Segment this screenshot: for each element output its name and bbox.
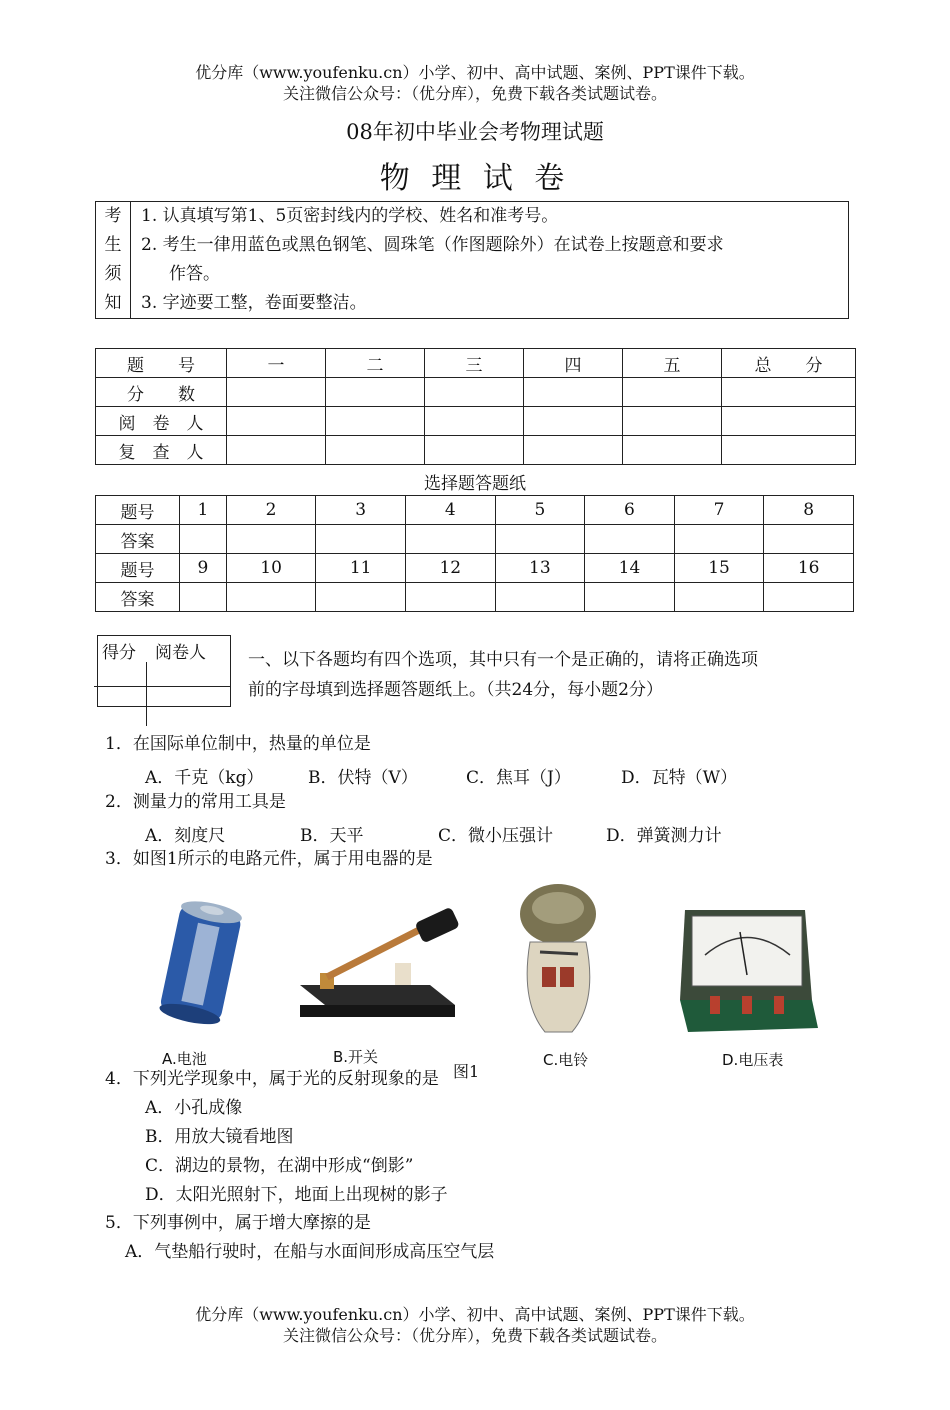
score-header: 题 号 xyxy=(96,349,227,378)
section-1-instructions xyxy=(248,645,758,705)
score-box xyxy=(97,635,231,707)
page-title: 08年初中毕业会考物理试题 xyxy=(346,120,604,144)
answer-num: 6 xyxy=(585,496,675,525)
score-cell[interactable] xyxy=(425,407,524,436)
answer-num: 4 xyxy=(405,496,495,525)
figure-label-b: B.开关 xyxy=(333,1048,379,1066)
switch-image xyxy=(295,905,470,1025)
notice-label-char: 考 xyxy=(104,206,122,226)
question-2-stem: 2．测量力的常用工具是 xyxy=(105,792,286,812)
score-cell[interactable] xyxy=(326,407,425,436)
score-cell[interactable] xyxy=(425,436,524,465)
question-4-stem: 4．下列光学现象中，属于光的反射现象的是 xyxy=(105,1069,439,1089)
notice-item-1: 1. 认真填写第1、5页密封线内的学校、姓名和准考号。 xyxy=(141,206,559,226)
figure-label-a: A.电池 xyxy=(162,1050,207,1068)
score-cell[interactable] xyxy=(623,436,722,465)
header-line-2: 关注微信公众号：（优分库），免费下载各类试题试卷。 xyxy=(282,84,667,103)
score-cell[interactable] xyxy=(722,378,856,407)
question-2-option-d: D．弹簧测力计 xyxy=(606,826,722,846)
answer-cell[interactable] xyxy=(674,583,764,612)
question-2-option-a: A．刻度尺 xyxy=(145,826,226,846)
notice-box xyxy=(95,201,849,319)
question-1-stem: 1．在国际单位制中，热量的单位是 xyxy=(105,734,371,754)
answer-sheet-table xyxy=(95,495,854,612)
answer-cell[interactable] xyxy=(316,583,406,612)
bell-base xyxy=(527,942,590,1032)
bell-coil xyxy=(542,967,556,987)
answer-cell[interactable] xyxy=(405,583,495,612)
score-header: 二 xyxy=(326,349,425,378)
score-cell[interactable] xyxy=(722,436,856,465)
score-header: 三 xyxy=(425,349,524,378)
question-1-option-b: B．伏特（V） xyxy=(308,768,418,788)
answer-num: 16 xyxy=(764,554,854,583)
score-box-vline xyxy=(146,662,147,726)
notice-label-char: 须 xyxy=(104,264,122,284)
switch-contact xyxy=(395,963,411,985)
voltmeter-image xyxy=(680,900,820,1040)
answer-cell[interactable] xyxy=(495,525,585,554)
answer-cell[interactable] xyxy=(495,583,585,612)
question-3-stem: 3．如图1所示的电路元件，属于用电器的是 xyxy=(105,849,433,869)
score-cell[interactable] xyxy=(722,407,856,436)
bell-dome-highlight xyxy=(532,892,584,924)
figure-caption: 图1 xyxy=(453,1062,480,1081)
header-line-1: 优分库（www.youfenku.cn）小学、初中、高中试题、案例、PPT课件下载。 xyxy=(195,63,755,82)
answer-cell[interactable] xyxy=(674,525,764,554)
answer-num: 10 xyxy=(226,554,316,583)
section-1-line-1: 一、以下各题均有四个选项，其中只有一个是正确的，请将正确选项 xyxy=(248,650,758,670)
score-cell[interactable] xyxy=(227,378,326,407)
answer-label: 答案 xyxy=(96,525,180,554)
score-row-label: 阅 卷 人 xyxy=(96,407,227,436)
answer-num: 5 xyxy=(495,496,585,525)
question-5-option-a: A．气垫船行驶时，在船与水面间形成高压空气层 xyxy=(125,1242,495,1262)
answer-cell[interactable] xyxy=(316,525,406,554)
score-table xyxy=(95,348,856,465)
score-cell[interactable] xyxy=(227,407,326,436)
answer-cell[interactable] xyxy=(180,525,227,554)
answer-cell[interactable] xyxy=(764,525,854,554)
question-4-option-c: C．湖边的景物，在湖中形成“倒影” xyxy=(145,1156,414,1176)
answer-num: 2 xyxy=(226,496,316,525)
score-cell[interactable] xyxy=(623,378,722,407)
score-header: 总 分 xyxy=(722,349,856,378)
answer-num: 15 xyxy=(674,554,764,583)
voltmeter-terminal xyxy=(742,996,752,1014)
voltmeter-terminal xyxy=(710,996,720,1014)
battery-image xyxy=(150,895,260,1030)
switch-handle xyxy=(414,907,460,944)
question-5-stem: 5．下列事例中，属于增大摩擦的是 xyxy=(105,1213,371,1233)
answer-cell[interactable] xyxy=(585,525,675,554)
question-2-option-c: C．微小压强计 xyxy=(438,826,554,846)
answer-cell[interactable] xyxy=(405,525,495,554)
notice-item-3: 3. 字迹要工整，卷面要整洁。 xyxy=(141,293,367,313)
score-row-label: 分 数 xyxy=(96,378,227,407)
answer-num-label: 题号 xyxy=(96,496,180,525)
score-box-tick xyxy=(94,686,100,687)
score-row-label: 复 查 人 xyxy=(96,436,227,465)
answer-num-label: 题号 xyxy=(96,554,180,583)
question-4-option-b: B．用放大镜看地图 xyxy=(145,1127,294,1147)
answer-num: 14 xyxy=(585,554,675,583)
question-1-option-a: A．千克（kg） xyxy=(145,768,264,788)
footer-line-2: 关注微信公众号：（优分库），免费下载各类试题试卷。 xyxy=(282,1326,667,1345)
notice-item-2-cont: 作答。 xyxy=(169,264,220,284)
score-cell[interactable] xyxy=(425,378,524,407)
answer-cell[interactable] xyxy=(180,583,227,612)
answer-num: 13 xyxy=(495,554,585,583)
notice-items xyxy=(131,202,849,319)
answer-num: 3 xyxy=(316,496,406,525)
score-cell[interactable] xyxy=(326,378,425,407)
score-cell[interactable] xyxy=(623,407,722,436)
section-1-line-2: 前的字母填到选择题答题纸上。（共24分，每小题2分） xyxy=(248,680,663,700)
score-cell[interactable] xyxy=(524,378,623,407)
question-4-option-a: A．小孔成像 xyxy=(145,1098,243,1118)
question-4-option-d: D．太阳光照射下，地面上出现树的影子 xyxy=(145,1185,448,1205)
notice-item-2: 2. 考生一律用蓝色或黑色钢笔、圆珠笔（作图题除外）在试卷上按题意和要求 xyxy=(141,235,724,255)
score-cell[interactable] xyxy=(227,436,326,465)
answer-num: 7 xyxy=(674,496,764,525)
score-header: 五 xyxy=(623,349,722,378)
score-box-reviewer-label: 阅卷人 xyxy=(155,643,206,663)
bell-coil xyxy=(560,967,574,987)
score-cell[interactable] xyxy=(524,407,623,436)
question-1-option-c: C．焦耳（J） xyxy=(466,768,571,788)
answer-num: 8 xyxy=(764,496,854,525)
answer-sheet-title: 选择题答题纸 xyxy=(424,474,526,494)
score-header: 一 xyxy=(227,349,326,378)
footer-line-1: 优分库（www.youfenku.cn）小学、初中、高中试题、案例、PPT课件下载。 xyxy=(195,1305,755,1324)
answer-cell[interactable] xyxy=(764,583,854,612)
notice-label xyxy=(96,202,131,319)
answer-num: 1 xyxy=(180,496,227,525)
score-cell[interactable] xyxy=(524,436,623,465)
score-cell[interactable] xyxy=(326,436,425,465)
answer-cell[interactable] xyxy=(585,583,675,612)
figure-label-d: D.电压表 xyxy=(722,1051,784,1069)
question-2-option-b: B．天平 xyxy=(300,826,364,846)
question-1-option-d: D．瓦特（W） xyxy=(621,768,738,788)
score-header: 四 xyxy=(524,349,623,378)
score-box-score-label: 得分 xyxy=(102,643,136,663)
answer-label: 答案 xyxy=(96,583,180,612)
notice-label-char: 生 xyxy=(104,235,122,255)
answer-num: 11 xyxy=(316,554,406,583)
answer-cell[interactable] xyxy=(226,583,316,612)
paper-subtitle: 物 理 试 卷 xyxy=(379,161,571,196)
notice-label-char: 知 xyxy=(104,293,122,313)
answer-num: 12 xyxy=(405,554,495,583)
voltmeter-terminal xyxy=(774,996,784,1014)
bell-image xyxy=(510,882,605,1042)
switch-base-edge xyxy=(300,1005,455,1017)
score-box-divider xyxy=(98,686,230,687)
answer-cell[interactable] xyxy=(226,525,316,554)
answer-num: 9 xyxy=(180,554,227,583)
bell-armature xyxy=(540,952,578,954)
figure-label-c: C.电铃 xyxy=(543,1051,589,1069)
